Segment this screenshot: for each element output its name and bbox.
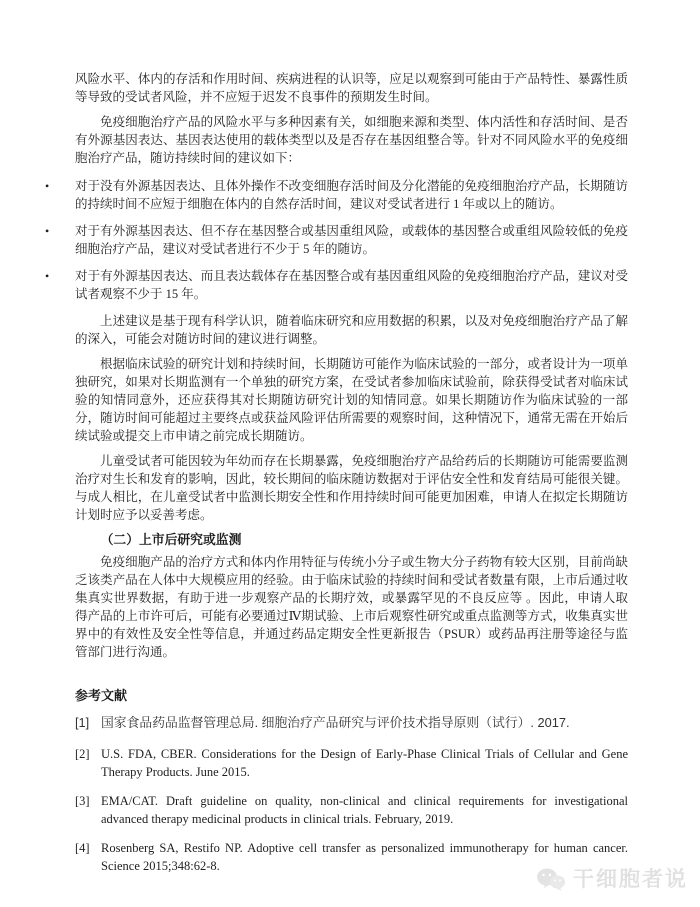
- references-heading: 参考文献: [75, 688, 128, 703]
- paragraph-recommendation-adjustment: 上述建议是基于现有科学认识，随着临床研究和应用数据的积累，以及对免疫细胞治疗产品了解的深入，可能会对随访时间的建议进行调整。: [75, 314, 628, 346]
- bullet-icon: •: [45, 179, 50, 193]
- section-heading-post-market: （二）上市后研究或监测: [100, 532, 242, 547]
- reference-text: 国家食品药品监督管理总局. 细胞治疗产品研究与评价技术指导原则（试行）. 2017.: [101, 715, 570, 730]
- reference-marker: [1]: [75, 715, 90, 730]
- wechat-icon: [536, 867, 566, 893]
- bullet-icon: •: [45, 224, 50, 238]
- reference-item: [75, 745, 628, 781]
- watermark: [536, 867, 688, 893]
- paragraph-risk-factors: 免疫细胞治疗产品的风险水平与多种因素有关，如细胞来源和类型、体内活性和存活时间、是否有外源基因表达、基因表达使用的载体类型以及是否存在基因组整合等。针对不同风险水平的免疫细胞治疗产品，随访持续时间的建议如下：: [75, 115, 628, 165]
- reference-marker: [2]: [75, 747, 90, 761]
- followup-duration-list: [45, 177, 628, 303]
- list-item-text: 对于有外源基因表达、但不存在基因整合或基因重组风险，或载体的基因整合或重组风险较低的免疫细胞治疗产品，建议对受试者进行不少于 5 年的随访。: [75, 224, 628, 256]
- paragraph-risk-level: 风险水平、体内的存活和作用时间、疾病进程的认识等，应足以观察到可能由于产品特性、暴露性质等导致的受试者风险，并不应短于迟发不良事件的预期发生时间。: [75, 72, 628, 104]
- watermark-label: 干细胞者说: [573, 868, 688, 891]
- reference-text: U.S. FDA, CBER. Considerations for the Design of Early-Phase Clinical Trials of Cellular and Gene Therapy Products. June 2015.: [101, 747, 628, 779]
- reference-item: [75, 714, 628, 732]
- reference-item: [75, 792, 628, 828]
- list-item-text: 对于有外源基因表达、而且表达载体存在基因整合或有基因重组风险的免疫细胞治疗产品，建议对受试者观察不少于 15 年。: [75, 269, 628, 301]
- list-item-text: 对于没有外源基因表达、且体外操作不改变细胞存活时间及分化潜能的免疫细胞治疗产品，长期随访的持续时间不应短于细胞在体内的自然存活时间，建议对受试者进行 1 年或以上的随访。: [75, 179, 628, 211]
- paragraph-post-market: 免疫细胞产品的治疗方式和体内作用特征与传统小分子或生物大分子药物有较大区别，目前尚缺乏该类产品在人体中大规模应用的经验。由于临床试验的持续时间和受试者数量有限，上市后通过收集真实世界数据，有助于进一步观察产品的长期疗效，或暴露罕见的不良反应等 。因此，申请人取得产品的上市许可后，可能有必要通过Ⅳ期试验、上市后观察性研究或重点监测等方式，收集真实世界中的有效性及安全性等信息，并通过药品定期安全性更新报告（PSUR）或药品再注册等途径与监管部门进行沟通。: [75, 555, 628, 659]
- references-section: [75, 687, 628, 875]
- reference-text: Rosenberg SA, Restifo NP. Adoptive cell transfer as personalized immunotherapy for human cancer. Science 2015;348:62-8.: [101, 841, 628, 873]
- reference-marker: [4]: [75, 841, 90, 855]
- reference-text: EMA/CAT. Draft guideline on quality, non-clinical and clinical requirements for investigational advanced therapy medicinal products in clinical trials. February, 2019.: [101, 794, 628, 826]
- list-item: [45, 267, 628, 303]
- reference-marker: [3]: [75, 794, 90, 808]
- list-item: [45, 222, 628, 258]
- paragraph-pediatric-subjects: 儿童受试者可能因较为年幼而存在长期暴露，免疫细胞治疗产品给药后的长期随访可能需要监测治疗对生长和发育的影响，因此，较长期间的临床随访数据对于评估安全性和发育结局可能很关键。与成人相比，在儿童受试者中监测长期安全性和作用持续时间可能更加困难，申请人在拟定长期随访计划时应予以妥善考虑。: [75, 454, 628, 522]
- paragraph-study-plan: 根据临床试验的研究计划和持续时间，长期随访可能作为临床试验的一部分，或者设计为一项单独研究，如果对长期监测有一个单独的研究方案，在受试者参加临床试验前，除获得受试者对临床试验的知情同意外，还应获得其对长期随访研究计划的知情同意。如果长期随访作为临床试验的一部分，随访时间可能超过主要终点或获益风险评估所需要的观察时间，这种情况下，通常无需在开始后续试验或提交上市申请之前完成长期随访。: [75, 357, 628, 443]
- list-item: [45, 177, 628, 213]
- bullet-icon: •: [45, 269, 50, 283]
